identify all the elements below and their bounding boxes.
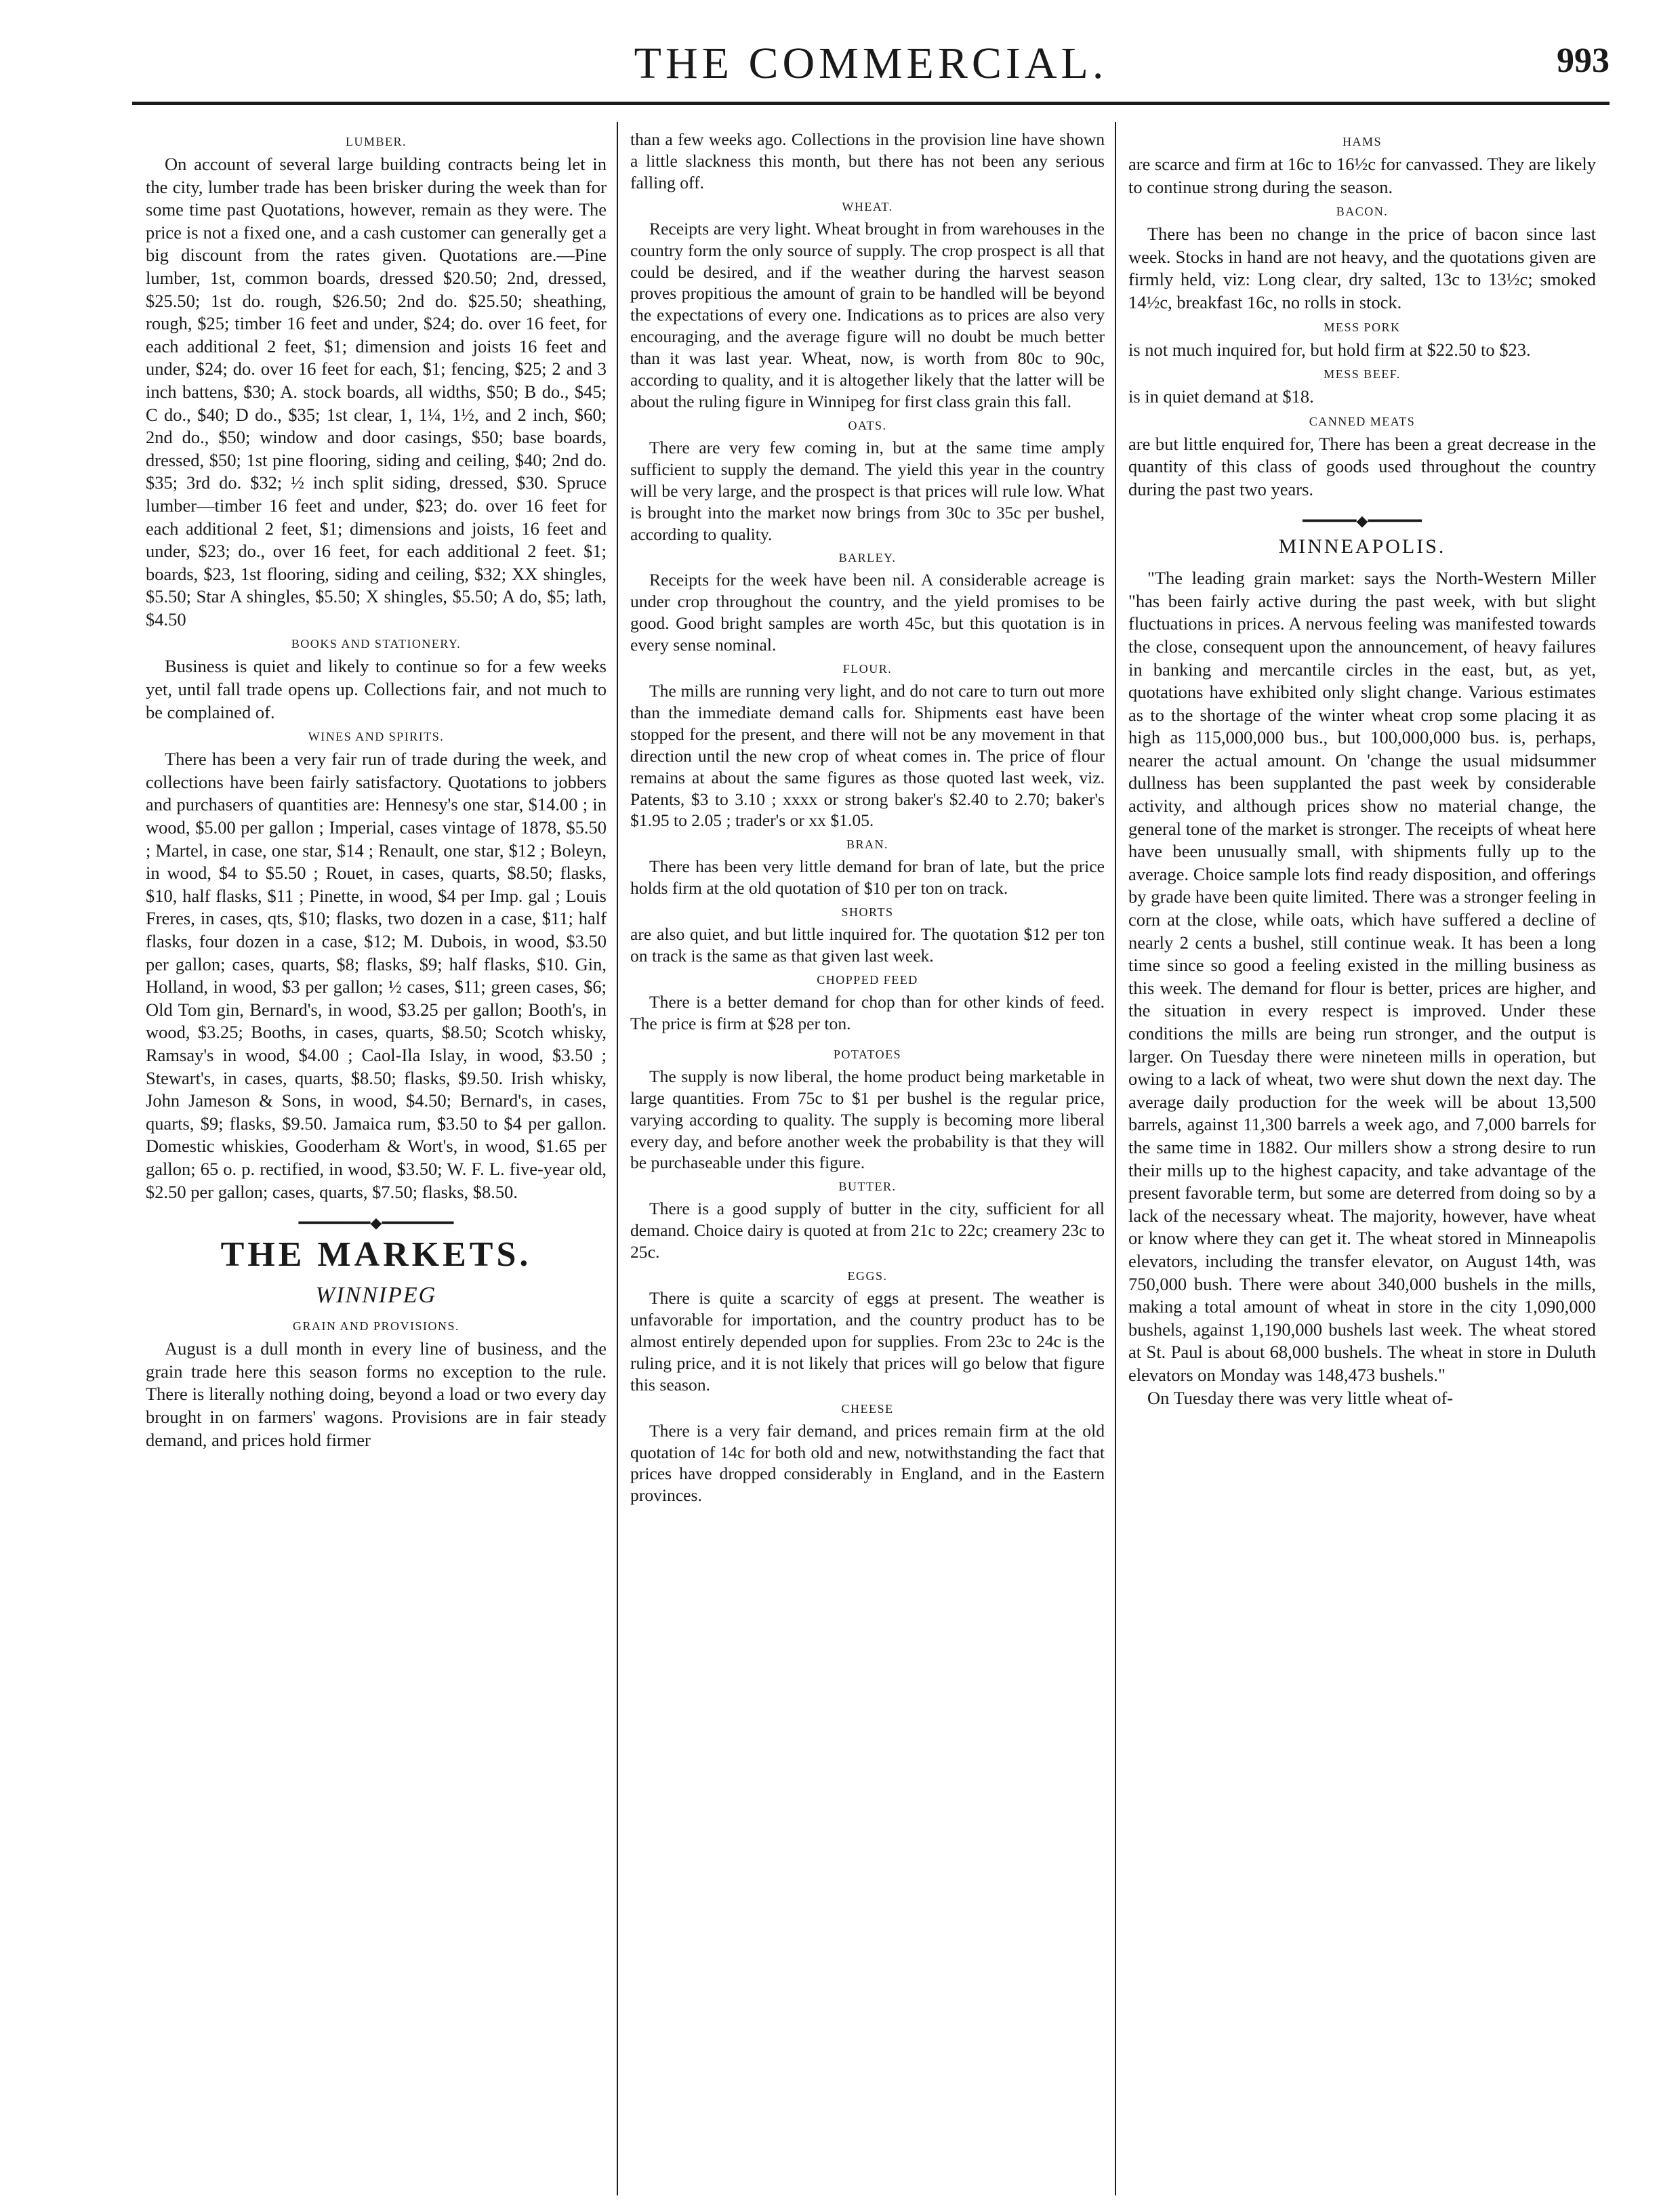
section-heading-lumber: LUMBER. — [345, 135, 407, 148]
column-rule — [617, 122, 618, 2195]
paragraph-mess-beef: is in quiet demand at $18. — [1128, 386, 1314, 407]
paragraph-wheat: Receipts are very light. Wheat brought in from warehouses in the country form the only source of supply. The crop prospect is all that could be desired, and if the weather during the harvest season proves propitious the amount of grain to be handled will be beyond the expectations of every one. Indications as to prices are also very encouraging, and the average figure will no doubt be much better than it was last year. Wheat, now, is worth from 80c to 90c, according to quality, and it is altogether likely that the latter will be about the ruling figure in Winnipeg for first class grain this fall. — [630, 218, 1105, 411]
paragraph-hams: are scarce and firm at 16c to 16½c for canvassed. They are likely to continue strong during the season. — [1128, 154, 1596, 197]
ornament-divider: ━━━━━━━━◆━━━━━━━━ — [298, 1214, 454, 1232]
paragraph-wines: There has been a very fair run of trade during the week, and collections have been fairly satisfactory. Quotations to jobbers and purchasers of quantities are: Hennesy's one star, $14.00 ; in wood, $5.00 per gallon ; Imperial, cases vintage of 1878, $5.50 ; Martel, in case, one star, $14 ; Renault, one star, $12 ; Boleyn, in wood, $4 to $5.50 ; Rouet, in cases, quarts, $8.50; flasks, $10, half flasks, $11 ; Pinette, in wood, $4 per Imp. gal ; Louis Freres, in cases, qts, $10; flasks, two dozen in a case, $11; half flasks, four dozen in a case, $12; M. Dubois, in wood, $3.50 per gallon; cases, quarts, $8; flasks, $9; half flasks, $10. Gin, Holland, in wood, $3 per gallon; ½ cases, $11; green cases, $6; Old Tom gin, Bernard's, in wood, $3.25 per gallon; Booth's, in wood, $3.25; Booths, in cases, quarts, $8.50; Scotch whisky, Ramsay's in wood, $4.00 ; Caol-Ila Islay, in wood, $3.50 ; Stewart's, in cases, quarts, $8.50; flasks, $9.50. Irish whisky, John Jameson & Sons, in wood, $4.50; Bernard's, in cases, quarts, $9; flasks, $9.50. Jamaica rum, $3.50 to $4 per gallon. Domestic whiskies, Gooderham & Wort's, in wood, $1.65 per gallon; 65 o. p. rectified, in wood, $3.50; W. F. L. five-year old, $2.50 per gallon; cases, quarts, $7.50; flasks, $8.50. — [146, 749, 607, 1202]
section-heading-mess-pork: MESS PORK — [1324, 320, 1401, 334]
paragraph-potatoes: The supply is now liberal, the home product being marketable in large quantities. From 75c to $1 per bushel is the regular price, varying according to quality. The supply is becoming more liberal every day, and before another week the probability is that they will be purchaseable under this figure. — [630, 1066, 1105, 1173]
minneapolis-title: MINNEAPOLIS. — [1278, 535, 1446, 558]
ornament-divider: ━━━━━━◆━━━━━━ — [1303, 512, 1422, 529]
section-heading-chopped-feed: CHOPPED FEED — [817, 973, 918, 987]
paragraph-oats: There are very few coming in, but at the same time amply sufficient to supply the demand. The yield this year in the country will be very large, and the prospect is that prices will rule low. What is brought into the market now brings from 30c to 35c per bushel, according to quality. — [630, 437, 1105, 544]
column-left — [146, 129, 607, 2189]
section-heading-wheat: WHEAT. — [842, 199, 893, 213]
section-heading-butter: BUTTER. — [838, 1180, 897, 1194]
paragraph-continued: than a few weeks ago. Collections in the provision line have shown a little slackness this month, but there has not been any serious falling off. — [630, 129, 1105, 192]
masthead — [132, 34, 1610, 105]
paragraph-chopped-feed: There is a better demand for chop than for other kinds of feed. The price is firm at $28 per ton. — [630, 992, 1105, 1033]
markets-title: THE MARKETS. — [220, 1235, 532, 1275]
section-heading-shorts: SHORTS — [841, 905, 894, 920]
column-middle — [630, 129, 1105, 2189]
section-heading-eggs: EGGS. — [847, 1269, 888, 1283]
paragraph-grain: August is a dull month in every line of business, and the grain trade here this season forms no exception to the rule. There is literally nothing doing, beyond a load or two every day brought in on farmers' wagons. Provisions are in fair steady demand, and prices hold firmer — [146, 1338, 607, 1450]
section-heading-oats: OATS. — [848, 418, 887, 432]
paragraph-butter: There is a good supply of butter in the city, sufficient for all demand. Choice dairy is quoted at from 21c to 22c; creamery 23c to 25c. — [630, 1199, 1105, 1262]
paragraph-final: On Tuesday there was very little wheat of- — [1147, 1387, 1454, 1408]
page-number: 993 — [1557, 41, 1610, 80]
paragraph-bacon: There has been no change in the price of bacon since last week. Stocks in hand are not heavy, and the quotations given are firmly held, viz: Long clear, dry salted, 13c to 13½c; smoked 14½c, breakfast 16c, no rolls in stock. — [1128, 224, 1596, 312]
section-heading-books: BOOKS AND STATIONERY. — [291, 637, 462, 651]
section-heading-grain: GRAIN AND PROVISIONS. — [292, 1319, 460, 1334]
paragraph-bran: There has been very little demand for bran of late, but the price holds firm at the old quotation of $10 per ton on track. — [630, 856, 1105, 899]
section-heading-bacon: BACON. — [1336, 205, 1389, 219]
section-heading-canned-meats: CANNED MEATS — [1309, 414, 1416, 428]
paragraph-shorts: are also quiet, and but little inquired for. The quotation $12 per ton on track is the same as that given last week. — [630, 924, 1105, 966]
page-title: THE COMMERCIAL. — [634, 39, 1108, 88]
section-heading-hams: HAMS — [1342, 135, 1382, 148]
column-rule — [1115, 122, 1116, 2195]
winnipeg-title: WINNIPEG — [315, 1283, 437, 1308]
section-heading-cheese: CHEESE — [841, 1401, 894, 1416]
paragraph-eggs: There is quite a scarcity of eggs at present. The weather is unfavorable for importation, and the country product has to be almost entirely depended upon for supplies. From 23c to 24c is the ruling price, and it is not likely that prices will go below that figure this season. — [630, 1288, 1105, 1395]
section-heading-barley: BARLEY. — [838, 551, 897, 565]
paragraph-barley: Receipts for the week have been nil. A considerable acreage is under crop throughout the country, and the yield promises to be good. Good bright samples are worth 45c, but this quotation is in every sense nominal. — [630, 570, 1105, 655]
paragraph-books: Business is quiet and likely to continue so for a few weeks yet, until fall trade opens up. Collections fair, and not much to be complained of. — [146, 656, 607, 722]
section-heading-flour: FLOUR. — [842, 662, 893, 676]
paragraph-cheese: There is a very fair demand, and prices remain firm at the old quotation of 14c for both old and new, notwithstanding the fact that prices have dropped considerably in England, and in the Eastern provinces. — [630, 1420, 1105, 1506]
section-heading-bran: BRAN. — [846, 838, 888, 852]
paragraph-lumber: On account of several large building contracts being let in the city, lumber trade has been brisker during the week than for some time past Quotations, however, remain as they were. The price is not a fixed one, and a cash customer can generally get a big discount from the rates given. Quotations are.—Pine lumber, 1st, common boards, dressed $20.50; 2nd, dressed, $25.50; 1st do. rough, $26.50; 2nd do. $25.50; sheathing, rough, $25; timber 16 feet and under, $24; do. over 16 feet, for each additional 2 feet, $1; dimension and joists 16 feet and under, $24; do. over 16 feet for each, $1; fencing, $25; 2 and 3 inch battens, $30; A. stock boards, all widths, $50; B do., $45; C do., $40; D do., $35; 1st clear, 1, 1¼, 1½, and 2 inch, $60; 2nd do., $50; window and door casings, $50; base boards, dressed, $50; 1st pine flooring, siding and ceiling, $40; 2nd do. $35; 3rd do. $32; ½ inch split siding, dressed, $30. Spruce lumber—timber 16 feet and under, $23; do. over 16 feet for each additional 2 feet, $1; dimensions and joists, 16 feet and under, $23; do., over 16 feet, for each additional 2 feet. $1; boards, $23, 1st flooring, siding and ceiling, $32; XX shingles, $5.50; Star A shingles, $5.50; X shingles, $5.50; A do, $5; lath, $4.50 — [146, 154, 607, 629]
section-heading-wines: WINES AND SPIRITS. — [308, 730, 445, 744]
paragraph-mess-pork: is not much inquired for, but hold firm at $22.50 to $23. — [1128, 339, 1531, 360]
column-right — [1128, 129, 1596, 2189]
paragraph-flour: The mills are running very light, and do not care to turn out more than the immediate demand calls for. Shipments east have been stopped for the present, and there will not be any movement in that direction until the new crop of wheat comes in. The price of flour remains at about the same figures as those quoted last week, viz. Patents, $3 to 3.10 ; xxxx or strong baker's $2.40 to 2.70; baker's $1.95 to 2.05 ; trader's or xx $1.05. — [630, 681, 1105, 831]
section-heading-mess-beef: MESS BEEF. — [1324, 367, 1401, 381]
paragraph-minneapolis: "The leading grain market: says the North-Western Miller "has been fairly active during the past week, with but slight fluctuations in prices. A nervous feeling was manifested towards the close, consequent upon the announcement, of heavy failures in banking and mercantile circles in the east, but, as yet, quotations have exhibited only slight change. Various estimates as to the shortage of the winter wheat crop some placing it as high as 115,000,000 bus., but 100,000,000 bus. is, perhaps, nearer the actual amount. On 'change the usual midsummer dullness has been supplanted the past week by considerable activity, and although prices show no material change, the general tone of the market is stronger. The receipts of wheat here have been unusually small, with shipments fully up to the average. Choice sample lots find ready disposition, and offerings by grade have been quite limited. There was a stronger feeling in corn at the close, while oats, which have suffered a decline of nearly 2 cents a bushel, still continue weak. It has been a long time since so good a feeling existed in the milling business as this week. The demand for flour is better, prices are higher, and the situation in every respect is improved. Under these conditions the mills are being run stronger, and the output is larger. On Tuesday there were nineteen mills in operation, but owing to a lack of wheat, two were shut down the next day. The average daily production for the week will be about 13,500 barrels, against 11,300 barrels a week ago, and 7,000 barrels for the same time in 1882. Our millers show a strong desire to run their mills up to the highest capacity, and take advantage of the present favorable term, but some are deterred from doing so by a lack of the necessary wheat. The majority, however, have wheat or know where they can get it. The wheat stored in Minneapolis elevators, including the transfer elevator, on August 14th, was 750,000 bush. There were about 340,000 bushels in the mills, making a total amount of wheat in store in the city 1,090,000 bushels, against 1,190,000 bushels last week. The wheat stored at St. Paul is about 68,000 bushels. The wheat in store in Duluth elevators on Monday was 148,473 bushels." — [1128, 568, 1596, 1385]
section-heading-potatoes: POTATOES — [833, 1047, 902, 1061]
paragraph-canned-meats: are but little enquired for, There has been a great decrease in the quantity of this class of goods used throughout the country during the past two years. — [1128, 433, 1596, 499]
